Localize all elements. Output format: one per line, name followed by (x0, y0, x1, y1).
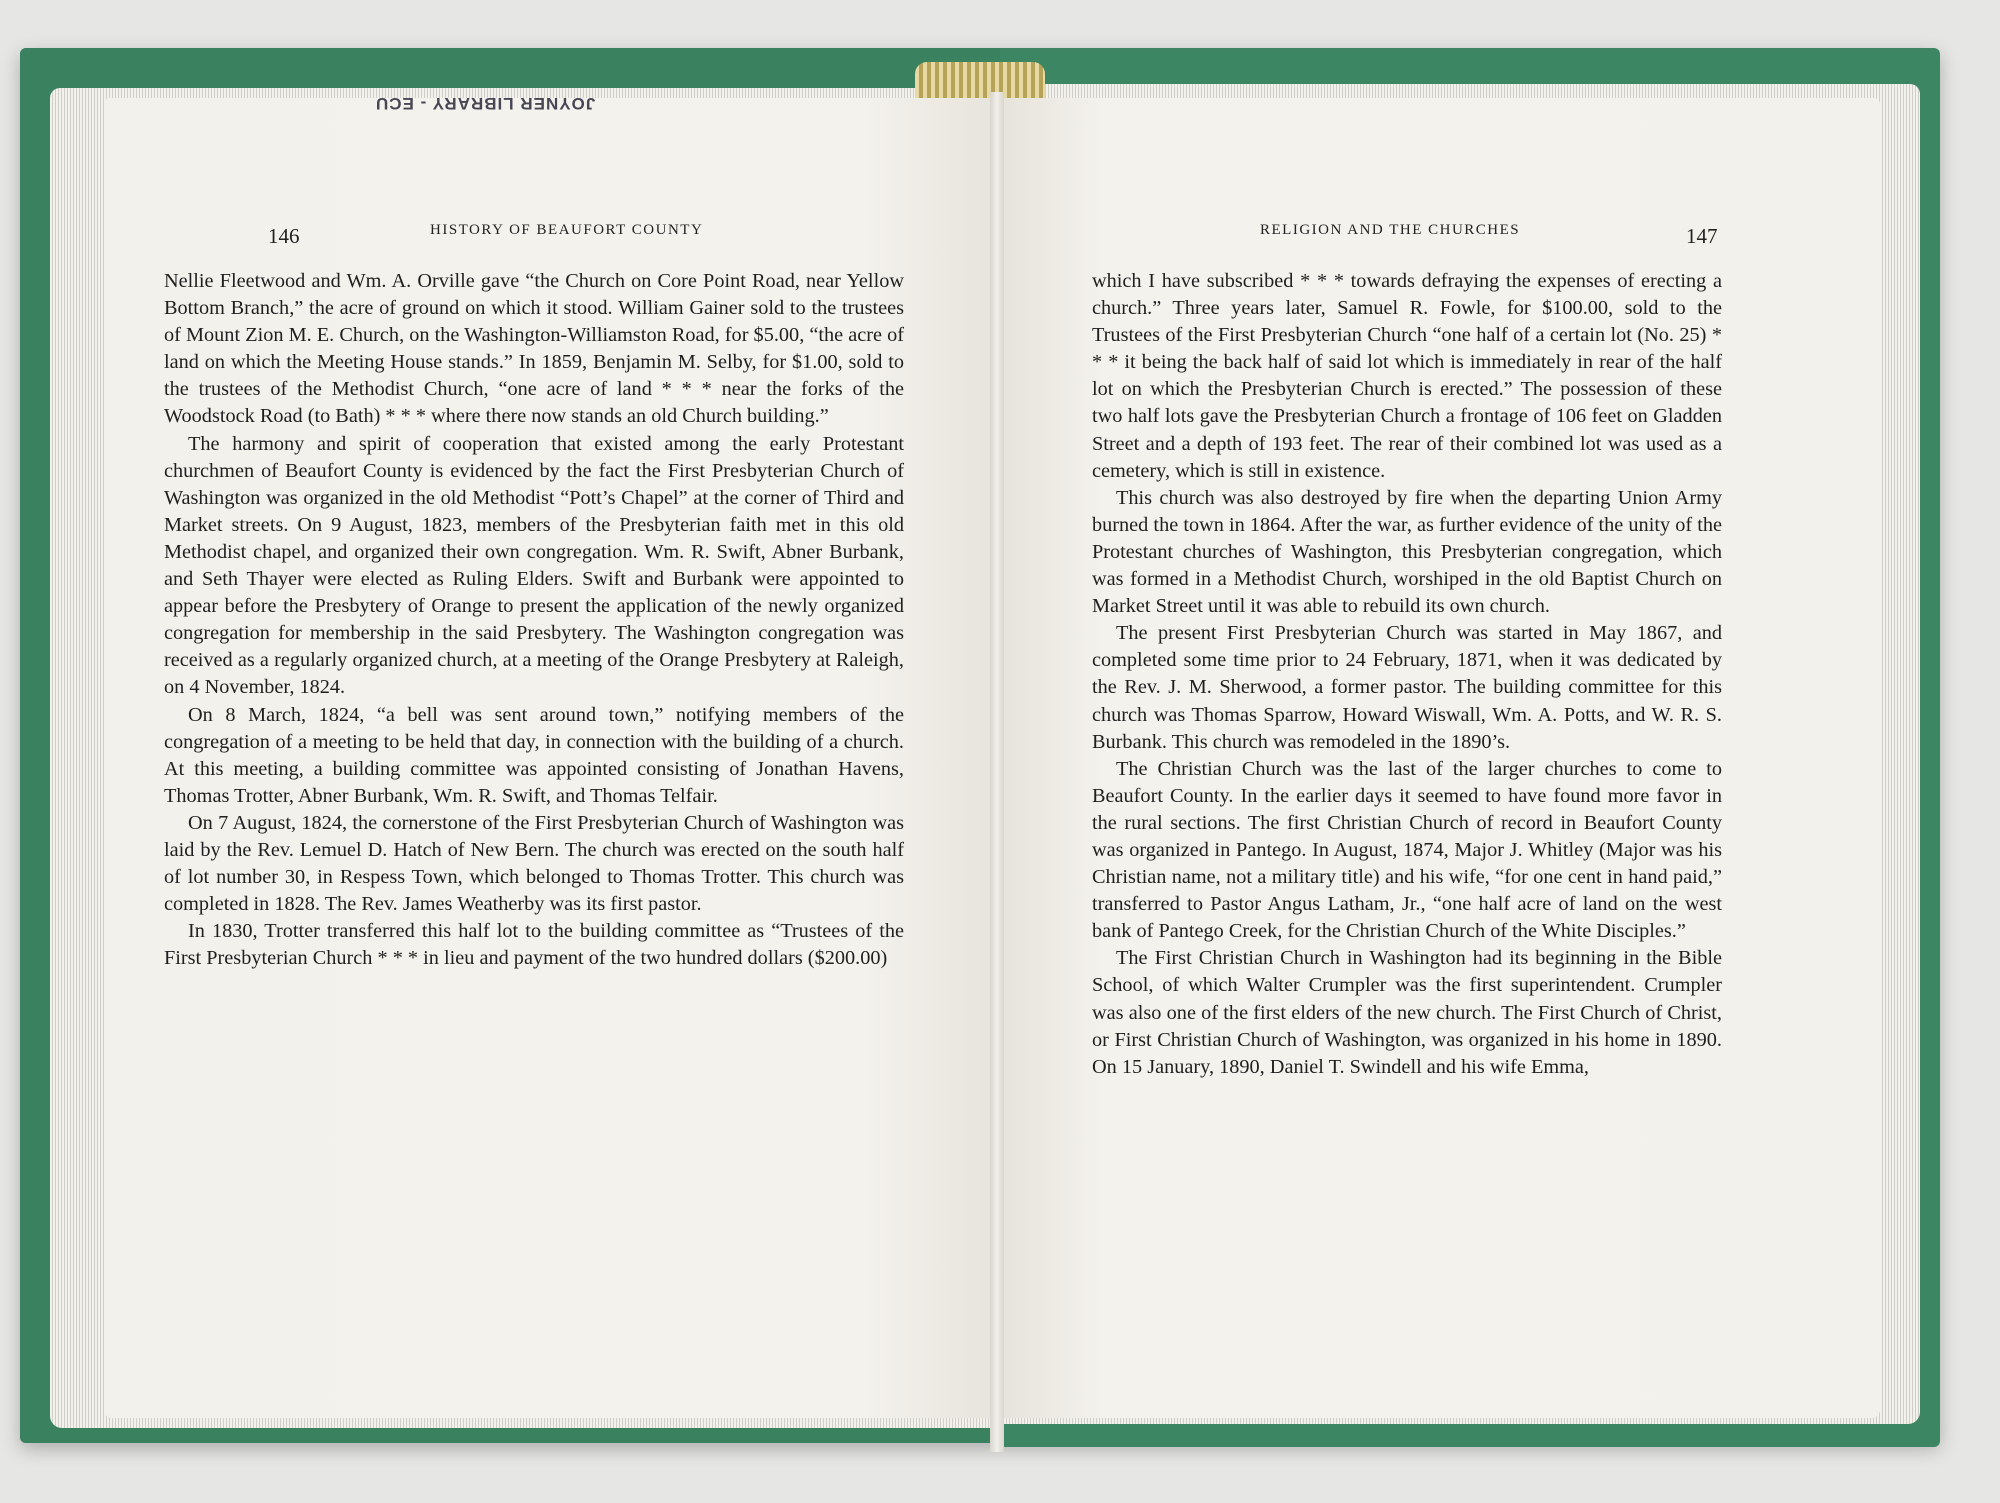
left-page-text (164, 268, 904, 972)
paragraph: In 1830, Trotter transferred this half lot to the building committee as “Trustees of the First Presbyterian Church * * * in lieu and payment of the two hundred dollars ($200.00) (164, 920, 904, 970)
right-page-text (1092, 268, 1722, 1081)
library-stamp: JOYNER LIBRARY - ECU (375, 94, 596, 113)
paragraph: The harmony and spirit of cooperation that existed among the early Protestant churchmen of Beaufort County is evidenced by the fact the First Presbyterian Church of Washington was organized in the old Methodist “Pott’s Chapel” at the corner of Third and Market streets. On 9 August, 1823, members of the Presbyterian faith met in this old Methodist chapel, and organized their own congregation. Wm. R. Swift, Abner Burbank, and Seth Thayer were elected as Ruling Elders. Swift and Burbank were appointed to appear before the Presbytery of Orange to present the application of the newly organized congregation for membership in the said Presbytery. The Washington congregation was received as a regularly organized church, at a meeting of the Orange Presbytery at Raleigh, on 4 November, 1824. (164, 432, 904, 699)
headband (915, 62, 1045, 102)
running-head-left: HISTORY OF BEAUFORT COUNTY (430, 222, 704, 238)
page-number-right: 147 (1686, 224, 1718, 248)
paragraph: The First Christian Church in Washington had its beginning in the Bible School, of which Walter Crumpler was the first superintendent. Crumpler was also one of the first elders of the new church. The First Church of Christ, or First Christian Church of Washington, was organized in his home in 1890. On 15 January, 1890, Daniel T. Swindell and his wife Emma, (1092, 947, 1722, 1078)
paragraph: The present First Presbyterian Church was started in May 1867, and completed some time prior to 24 February, 1871, when it was dedicated by the Rev. J. M. Sherwood, a former pastor. The building committee for this church was Thomas Sparrow, Howard Wiswall, Wm. A. Potts, and W. R. S. Burbank. This church was remodeled in the 1890’s. (1092, 622, 1722, 753)
paragraph: The Christian Church was the last of the larger churches to come to Beaufort County. In the earlier days it seemed to have found more favor in the rural sections. The first Christian Church of record in Beaufort County was organized in Pantego. In August, 1874, Major J. Whitley (Major was his Christian name, not a military title) and his wife, “for one cent in hand paid,” transferred to Pastor Angus Latham, Jr., “one half acre of land on the west bank of Pantego Creek, for the Christian Church of the White Disciples.” (1092, 757, 1722, 943)
paragraph: On 8 March, 1824, “a bell was sent around town,” notifying members of the congregation of a meeting to be held that day, in connection with the building of a church. At this meeting, a building committee was appointed consisting of Jonathan Havens, Thomas Trotter, Abner Burbank, Wm. R. Swift, and Thomas Telfair. (164, 703, 904, 807)
paragraph: This church was also destroyed by fire when the departing Union Army burned the town in 1864. After the war, as further evidence of the unity of the Protestant churches of Washington, this Presbyterian congregation, which was formed in a Methodist Church, worshiped in the old Baptist Church on Market Street until it was able to rebuild its own church. (1092, 486, 1722, 618)
book-gutter (990, 92, 1004, 1452)
page-number-left: 146 (268, 224, 300, 248)
paragraph: which I have subscribed * * * towards defraying the expenses of erecting a church.” Three years later, Samuel R. Fowle, for $100.00, sold to the Trustees of the First Presbyterian Church “one half of a certain lot (No. 25) * * * it being the back half of said lot which is immediately in rear of the half lot on which the Presbyterian Church is erected.” The possession of these two half lots gave the Presbyterian Church a frontage of 106 feet on Gladden Street and a depth of 193 feet. The rear of their combined lot was used as a cemetery, which is still in existence. (1092, 270, 1722, 482)
paragraph: On 7 August, 1824, the cornerstone of the First Presbyterian Church of Washington was laid by the Rev. Lemuel D. Hatch of New Bern. The church was erected on the south half of lot number 30, in Respess Town, which belonged to Thomas Trotter. This church was completed in 1828. The Rev. James Weatherby was its first pastor. (164, 811, 904, 916)
paragraph: Nellie Fleetwood and Wm. A. Orville gave “the Church on Core Point Road, near Yellow Bottom Branch,” the acre of ground on which it stood. William Gainer sold to the trustees of Mount Zion M. E. Church, on the Washington-Williamston Road, for $5.00, “the acre of land on which the Meeting House stands.” In 1859, Benjamin M. Selby, for $1.00, sold to the trustees of the Methodist Church, “one acre of land * * * near the forks of the Woodstock Road (to Bath) * * * where there now stands an old Church building.” (164, 270, 904, 428)
running-head-right: RELIGION AND THE CHURCHES (1260, 222, 1521, 238)
